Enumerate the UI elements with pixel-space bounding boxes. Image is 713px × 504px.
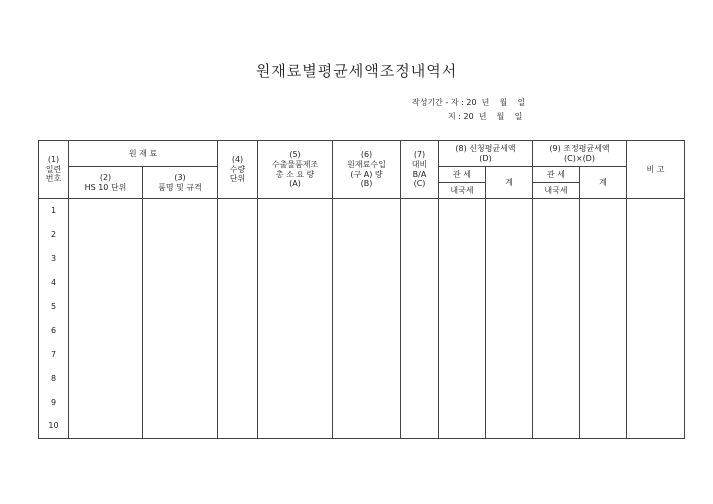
table-cell[interactable] (143, 295, 218, 319)
table-cell[interactable] (258, 271, 333, 295)
table-cell[interactable] (258, 343, 333, 367)
table-cell[interactable] (143, 319, 218, 343)
table-cell[interactable] (258, 415, 333, 439)
table-cell[interactable] (580, 343, 627, 367)
row-number: 4 (39, 271, 69, 295)
table-cell[interactable] (627, 367, 685, 391)
table-row (39, 295, 685, 319)
header-hs-code: (2) HS 10 단위 (69, 167, 143, 199)
table-row (39, 391, 685, 415)
header-qty-unit: (4) 수량 단위 (218, 141, 258, 199)
table-cell[interactable] (333, 247, 401, 271)
table-cell[interactable] (333, 343, 401, 367)
table-cell[interactable] (486, 223, 533, 247)
table-row (39, 271, 685, 295)
table-cell[interactable] (218, 319, 258, 343)
table-cell[interactable] (401, 271, 439, 295)
table-row (39, 319, 685, 343)
row-number: 2 (39, 223, 69, 247)
table-row (39, 343, 685, 367)
table-cell[interactable] (580, 415, 627, 439)
table-cell[interactable] (439, 271, 486, 295)
table-cell[interactable] (627, 223, 685, 247)
table-cell[interactable] (439, 367, 486, 391)
table-cell[interactable] (486, 199, 533, 223)
header-adjusted-internal: 내국세 (533, 183, 580, 199)
header-serial: (1) 일련 번호 (39, 141, 69, 199)
table-cell[interactable] (218, 199, 258, 223)
adjustment-table (38, 140, 685, 439)
table-cell[interactable] (439, 319, 486, 343)
table-cell[interactable] (69, 271, 143, 295)
table-cell[interactable] (439, 391, 486, 415)
table-cell[interactable] (439, 247, 486, 271)
header-ratio: (7) 대비 B/A (C) (401, 141, 439, 199)
table-cell[interactable] (580, 367, 627, 391)
header-applied-tax: (8) 신청평균세액 (D) (439, 141, 533, 167)
header-applied-internal: 내국세 (439, 183, 486, 199)
table-cell[interactable] (533, 295, 580, 319)
table-cell[interactable] (627, 295, 685, 319)
table-cell[interactable] (69, 343, 143, 367)
table-cell[interactable] (258, 223, 333, 247)
row-number: 1 (39, 199, 69, 223)
row-number: 8 (39, 367, 69, 391)
table-cell[interactable] (439, 199, 486, 223)
table-cell[interactable] (218, 367, 258, 391)
table-cell[interactable] (439, 415, 486, 439)
table-cell[interactable] (533, 223, 580, 247)
table-cell[interactable] (69, 247, 143, 271)
table-cell[interactable] (143, 271, 218, 295)
header-remarks: 비 고 (627, 141, 685, 199)
table-cell[interactable] (533, 343, 580, 367)
table-cell[interactable] (486, 367, 533, 391)
header-required-qty: (5) 수출물품제조 총 소 요 량 (A) (258, 141, 333, 199)
table-cell[interactable] (533, 367, 580, 391)
table-cell[interactable] (333, 391, 401, 415)
table-cell[interactable] (69, 295, 143, 319)
table-cell[interactable] (333, 319, 401, 343)
table-cell[interactable] (580, 247, 627, 271)
header-applied-total: 계 (486, 167, 533, 199)
table-cell[interactable] (333, 367, 401, 391)
table-cell[interactable] (258, 247, 333, 271)
header-adjusted-total: 계 (580, 167, 627, 199)
table-cell[interactable] (143, 343, 218, 367)
table-cell[interactable] (69, 319, 143, 343)
table-row (39, 247, 685, 271)
table-cell[interactable] (627, 343, 685, 367)
table-cell[interactable] (69, 199, 143, 223)
table-cell[interactable] (580, 223, 627, 247)
table-cell[interactable] (486, 343, 533, 367)
table-cell[interactable] (143, 199, 218, 223)
table-cell[interactable] (143, 247, 218, 271)
table-cell[interactable] (401, 223, 439, 247)
table-cell[interactable] (401, 391, 439, 415)
table-cell[interactable] (401, 319, 439, 343)
table-cell[interactable] (533, 319, 580, 343)
table-cell[interactable] (627, 199, 685, 223)
table-cell[interactable] (580, 319, 627, 343)
form-title: 원재료별평균세액조정내역서 (255, 62, 458, 80)
table-cell[interactable] (143, 367, 218, 391)
table-cell[interactable] (580, 199, 627, 223)
row-number: 3 (39, 247, 69, 271)
table-cell[interactable] (333, 199, 401, 223)
row-number: 7 (39, 343, 69, 367)
table-cell[interactable] (218, 271, 258, 295)
table-cell[interactable] (580, 271, 627, 295)
table-cell[interactable] (69, 415, 143, 439)
table-cell[interactable] (401, 415, 439, 439)
table-cell[interactable] (401, 295, 439, 319)
table-cell[interactable] (218, 415, 258, 439)
table-cell[interactable] (218, 391, 258, 415)
header-item-spec: (3) 품명 및 규격 (143, 167, 218, 199)
table-cell[interactable] (69, 391, 143, 415)
table-cell[interactable] (218, 223, 258, 247)
row-number: 10 (39, 415, 69, 439)
table-row (39, 415, 685, 439)
table-cell[interactable] (533, 199, 580, 223)
table-cell[interactable] (627, 271, 685, 295)
table-cell[interactable] (627, 319, 685, 343)
table-cell[interactable] (333, 223, 401, 247)
table-cell[interactable] (533, 415, 580, 439)
table-cell[interactable] (401, 199, 439, 223)
table-cell[interactable] (218, 343, 258, 367)
table-cell[interactable] (627, 391, 685, 415)
table-cell[interactable] (486, 415, 533, 439)
table-cell[interactable] (143, 223, 218, 247)
header-adjusted-customs: 관 세 (533, 167, 580, 183)
table-cell[interactable] (627, 415, 685, 439)
period-to: 지 : 20 년 월 일 (448, 112, 523, 121)
table-cell[interactable] (627, 247, 685, 271)
header-import-qty: (6) 원재료수입 (구 A) 량 (B) (333, 141, 401, 199)
table-cell[interactable] (333, 295, 401, 319)
table-cell[interactable] (580, 295, 627, 319)
table-cell[interactable] (486, 247, 533, 271)
row-number: 9 (39, 391, 69, 415)
table-cell[interactable] (258, 295, 333, 319)
table-cell[interactable] (486, 391, 533, 415)
table-cell[interactable] (580, 391, 627, 415)
table-cell[interactable] (333, 271, 401, 295)
table-cell[interactable] (533, 247, 580, 271)
table-cell[interactable] (69, 367, 143, 391)
table-cell[interactable] (439, 295, 486, 319)
table-cell[interactable] (69, 223, 143, 247)
table-cell[interactable] (401, 367, 439, 391)
header-adjusted-tax: (9) 조정평균세액 (C)×(D) (533, 141, 627, 167)
table-cell[interactable] (401, 343, 439, 367)
header-applied-customs: 관 세 (439, 167, 486, 183)
row-number: 6 (39, 319, 69, 343)
table-cell[interactable] (533, 271, 580, 295)
table-cell[interactable] (218, 295, 258, 319)
table-cell[interactable] (486, 271, 533, 295)
table-cell[interactable] (486, 295, 533, 319)
table-cell[interactable] (486, 319, 533, 343)
table-cell[interactable] (258, 391, 333, 415)
table-cell[interactable] (143, 415, 218, 439)
table-row (39, 199, 685, 223)
table-cell[interactable] (439, 223, 486, 247)
table-row (39, 367, 685, 391)
table-cell[interactable] (401, 247, 439, 271)
table-cell[interactable] (218, 247, 258, 271)
table-cell[interactable] (258, 319, 333, 343)
row-number: 5 (39, 295, 69, 319)
table-cell[interactable] (258, 367, 333, 391)
period-from: 작성기간 - 자 : 20 년 월 일 (412, 98, 526, 107)
table-cell[interactable] (333, 415, 401, 439)
table-cell[interactable] (439, 343, 486, 367)
table-cell[interactable] (258, 199, 333, 223)
table-cell[interactable] (533, 391, 580, 415)
table-row (39, 223, 685, 247)
header-raw-material: 원 재 료 (69, 141, 218, 167)
table-cell[interactable] (143, 391, 218, 415)
